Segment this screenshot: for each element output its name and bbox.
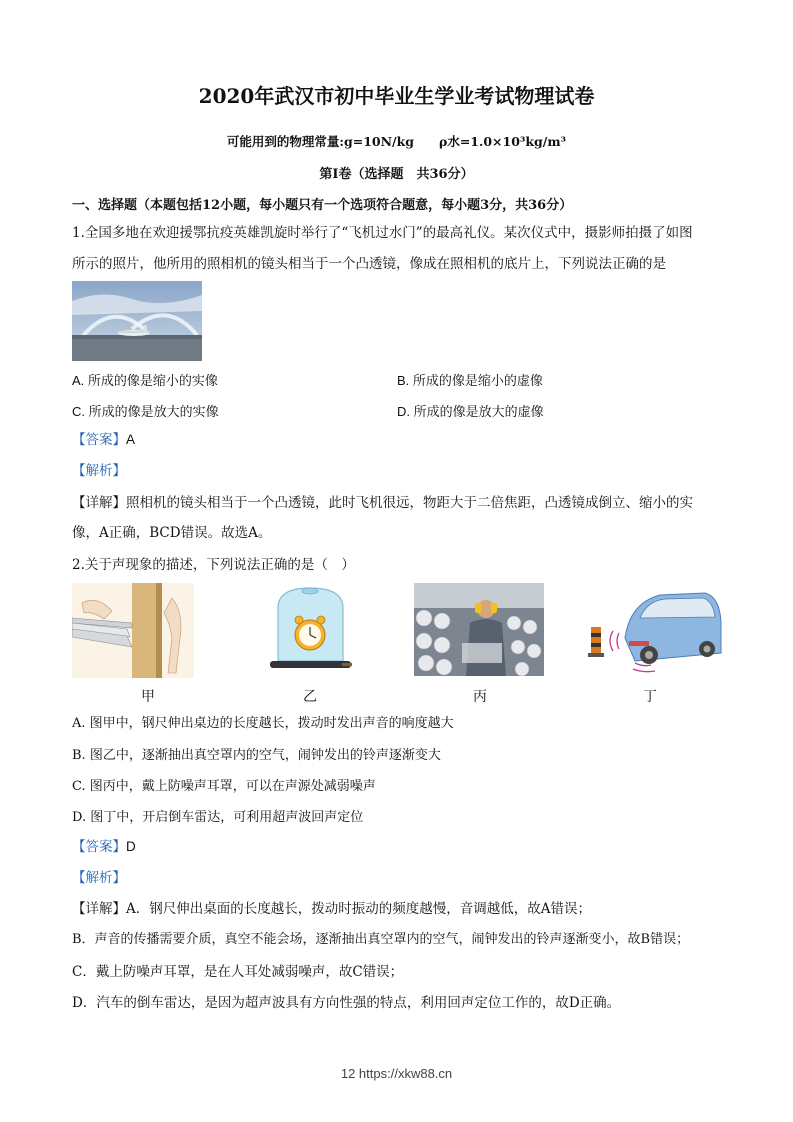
q2-option-b: B. 图乙中，逐渐抽出真空罩内的空气，闹钟发出的铃声逐渐变大 (72, 748, 441, 763)
q1-option-a: A. 所成的像是缩小的实像 (72, 373, 218, 388)
q2-detail-tag: 【详解】 (72, 901, 126, 917)
q2-figure-ruler (72, 583, 194, 678)
q2-figure-label-bing: 丙 (473, 689, 487, 705)
q2-answer-tag: 【答案】 (72, 839, 126, 855)
q2-figure-label-jia: 甲 (141, 689, 155, 705)
q2-stem: 2.关于声现象的描述，下列说法正确的是（ ） (72, 557, 355, 573)
q1-detail-tag: 【详解】 (72, 495, 126, 511)
q2-option-c: C. 图丙中，戴上防噪声耳罩，可以在声源处减弱噪声 (72, 779, 376, 794)
q1-option-b: B. 所成的像是缩小的虚像 (397, 373, 543, 388)
q2-figure-factory-worker (414, 583, 544, 676)
q2-detail-c: C．戴上防噪声耳罩，是在人耳处减弱噪声，故C错误； (72, 964, 404, 980)
q1-detail-line2: 像，A正确，BCD错误。故选A。 (72, 525, 272, 541)
volume-heading: 第I卷（选择题 共36分） (319, 167, 474, 182)
section-heading: 一、选择题（本题包括12小题，每小题只有一个选项符合题意，每小题3分，共36分） (72, 198, 573, 213)
q1-answer (72, 431, 135, 449)
q2-option-d: D. 图丁中，开启倒车雷达，可利用超声波回声定位 (72, 810, 364, 825)
q2-option-a: A. 图甲中，钢尺伸出桌边的长度越长，拨动时发出声音的响度越大 (72, 716, 454, 731)
q1-answer-tag: 【答案】 (72, 432, 126, 448)
physics-constants: 可能用到的物理常量:g=10N/kg ρ水=1.0×10³kg/m³ (226, 134, 567, 149)
q2-detail-b: B．声音的传播需要介质，真空不能会场，逐渐抽出真空罩内的空气，闹钟发出的铃声逐渐变小，故B错误； (72, 932, 690, 947)
page-footer: 12 https://xkw88.cn (340, 1066, 453, 1081)
q2-detail-a (72, 900, 591, 918)
q2-answer-value: D (126, 839, 136, 854)
q2-detail-a-text: A．钢尺伸出桌面的长度越长，拨动时振动的频度越慢，音调越低，故A错误； (126, 901, 591, 917)
q1-option-d: D. 所成的像是放大的虚像 (397, 404, 544, 419)
page-title: 2020年武汉市初中毕业生学业考试物理试卷 (198, 84, 595, 108)
q2-figure-label-ding: 丁 (643, 689, 657, 705)
q1-stem-line1: 1.全国多地在欢迎援鄂抗疫英雄凯旋时举行了“飞机过水门”的最高礼仪。某次仪式中，摄影师拍摄了如图 (72, 225, 693, 241)
q2-figure-bell-jar (268, 583, 353, 678)
q2-analysis-tag: 【解析】 (72, 870, 126, 886)
q2-figure-label-yi: 乙 (303, 689, 317, 705)
q1-airplane-photo (72, 281, 202, 361)
q1-answer-value: A (126, 432, 136, 447)
q1-detail-text: 照相机的镜头相当于一个凸透镜，此时飞机很远，物距大于二倍焦距，凸透镜成倒立、缩小的实 (126, 495, 693, 511)
q2-detail-d: D．汽车的倒车雷达，是因为超声波具有方向性强的特点，利用回声定位工作的，故D正确。 (72, 995, 621, 1011)
q1-option-c: C. 所成的像是放大的实像 (72, 404, 219, 419)
q1-analysis-tag: 【解析】 (72, 463, 126, 479)
q1-detail-line1 (72, 494, 693, 512)
q2-answer (72, 838, 136, 856)
q2-figure-reversing-car (585, 583, 722, 675)
q1-stem-line2: 所示的照片，他所用的照相机的镜头相当于一个凸透镜，像成在照相机的底片上，下列说法正确的是 (72, 256, 666, 272)
